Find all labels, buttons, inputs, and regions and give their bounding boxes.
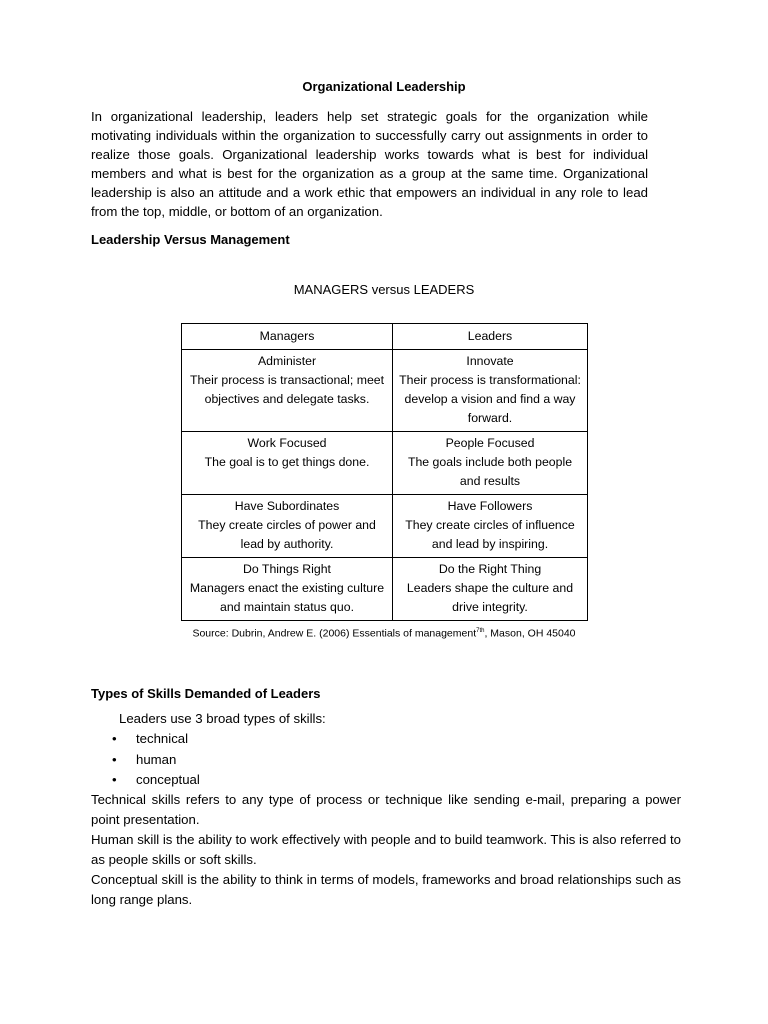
leader-desc: The goals include both people and results bbox=[407, 455, 573, 488]
human-skill-paragraph: Human skill is the ability to work effectively with people and to build teamwork. This is also referred to as people skills or soft skills. bbox=[91, 832, 681, 867]
section-heading-skills: Types of Skills Demanded of Leaders bbox=[91, 686, 321, 701]
table-header-row bbox=[182, 324, 588, 350]
table-caption: MANAGERS versus LEADERS bbox=[293, 282, 475, 297]
list-item bbox=[112, 729, 200, 750]
leader-cell bbox=[393, 432, 588, 495]
leader-cell bbox=[393, 350, 588, 432]
table-row bbox=[182, 495, 588, 558]
table-row bbox=[182, 558, 588, 621]
skills-intro: Leaders use 3 broad types of skills: bbox=[119, 711, 326, 726]
table-row bbox=[182, 350, 588, 432]
leader-desc: They create circles of influence and lead by inspiring. bbox=[405, 518, 575, 551]
source-location: , Mason, OH 45040 bbox=[484, 627, 576, 640]
intro-paragraph: In organizational leadership, leaders help set strategic goals for the organization while motivating individuals within the organization to successfully carry out assignments in order to realize those goals. Organizational leadership works towards what is best for individual members and what is best for the organization as a group at the same time. Organizational leadership is also an attitude and a work ethic that empowers an individual in any role to lead from the top, middle, or bottom of an organization. bbox=[91, 109, 648, 219]
leader-trait: Innovate bbox=[466, 354, 514, 368]
manager-desc: They create circles of power and lead by authority. bbox=[198, 518, 376, 551]
skill-descriptions bbox=[91, 790, 681, 910]
source-text: Source: Dubrin, Andrew E. (2006) Essentials of management bbox=[192, 627, 477, 640]
manager-cell bbox=[182, 558, 393, 621]
manager-desc: The goal is to get things done. bbox=[204, 455, 370, 469]
manager-cell bbox=[182, 350, 393, 432]
header-managers: Managers bbox=[182, 324, 393, 350]
manager-desc: Managers enact the existing culture and maintain status quo. bbox=[189, 581, 385, 614]
table-row bbox=[182, 432, 588, 495]
leader-desc: Their process is transformational: develop a vision and find a way forward. bbox=[399, 373, 581, 425]
leader-cell bbox=[393, 495, 588, 558]
managers-leaders-table bbox=[181, 323, 588, 621]
manager-trait: Administer bbox=[257, 354, 317, 368]
leader-cell bbox=[393, 558, 588, 621]
leader-trait: People Focused bbox=[445, 436, 535, 450]
leader-trait: Have Followers bbox=[447, 499, 533, 513]
skill-name: technical bbox=[136, 731, 189, 746]
manager-cell bbox=[182, 495, 393, 558]
bullet-icon: • bbox=[112, 731, 117, 746]
header-leaders: Leaders bbox=[393, 324, 588, 350]
skill-name: human bbox=[136, 751, 177, 767]
bullet-icon: • bbox=[112, 772, 117, 787]
manager-trait: Have Subordinates bbox=[234, 499, 340, 513]
document-title: Organizational Leadership bbox=[302, 79, 466, 94]
manager-trait: Work Focused bbox=[247, 436, 327, 450]
manager-trait: Do Things Right bbox=[243, 562, 331, 576]
source-edition: 7th bbox=[476, 628, 485, 634]
technical-skill-paragraph: Technical skills refers to any type of process or technique like sending e-mail, preparing a power point presentation. bbox=[91, 792, 681, 827]
section-heading-versus: Leadership Versus Management bbox=[91, 232, 290, 247]
conceptual-skill-paragraph: Conceptual skill is the ability to think in terms of models, frameworks and broad relationships such as long range plans. bbox=[91, 872, 681, 907]
skill-name: conceptual bbox=[136, 772, 200, 787]
manager-desc: Their process is transactional; meet objectives and delegate tasks. bbox=[189, 373, 385, 406]
leader-desc: Leaders shape the culture and drive integrity. bbox=[406, 581, 574, 614]
table-source-citation bbox=[0, 624, 768, 642]
manager-cell bbox=[182, 432, 393, 495]
list-item bbox=[112, 750, 200, 771]
list-item bbox=[112, 770, 200, 791]
skills-list bbox=[112, 729, 200, 791]
leader-trait: Do the Right Thing bbox=[438, 562, 542, 576]
bullet-icon: • bbox=[112, 751, 117, 767]
